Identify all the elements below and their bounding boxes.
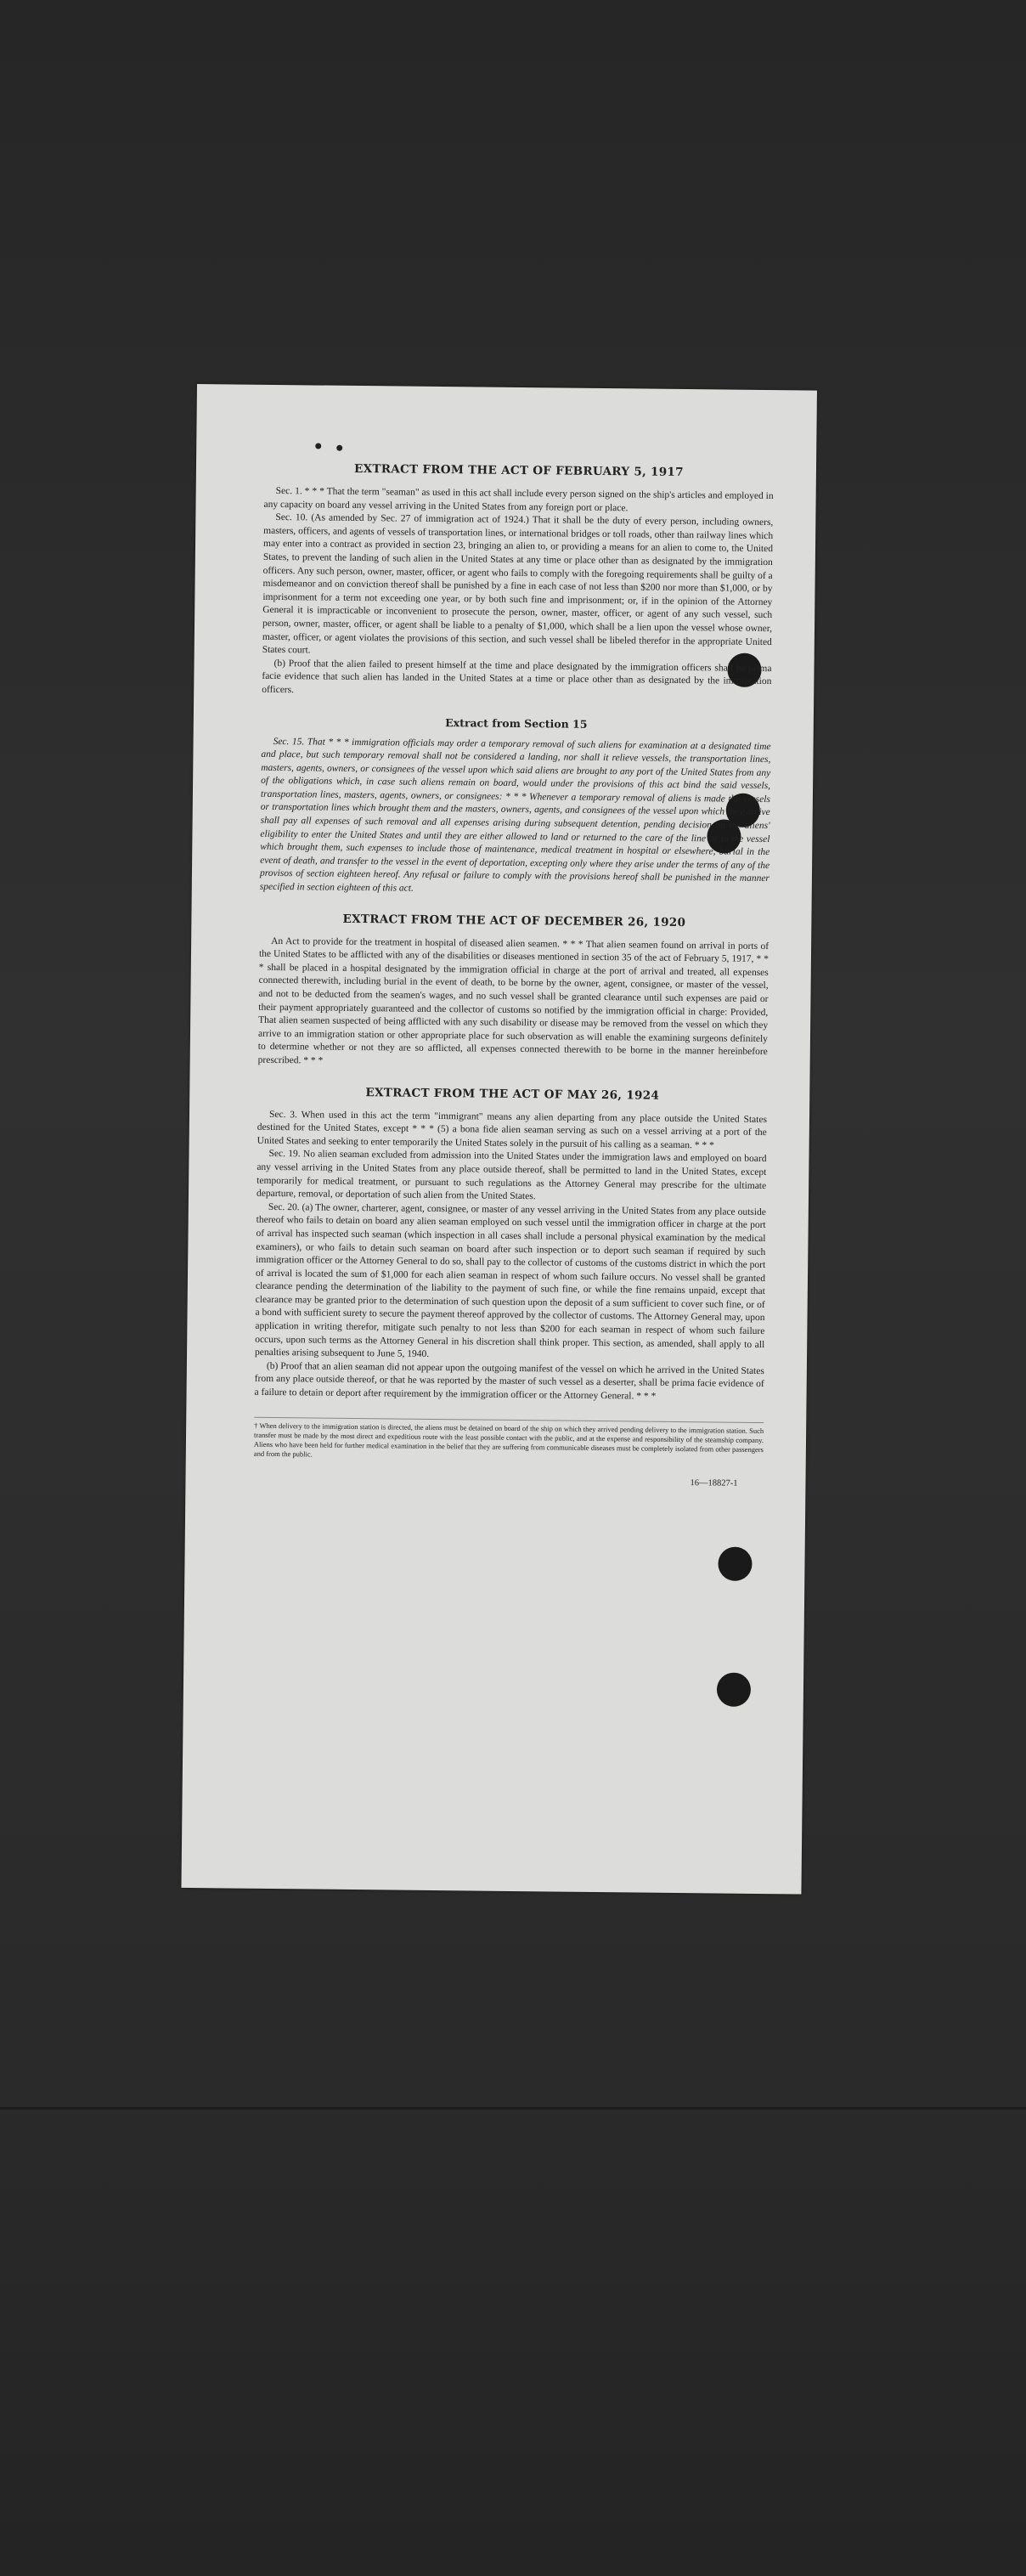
paragraph: (b) Proof that the alien failed to present himself at the time and place designated by the immigration officers shall be prima facie evidence that such alien has landed in the United States at a time or place other than as designated by the immigration officers. — [262, 658, 772, 696]
section-15-extract — [260, 714, 771, 899]
paragraph: Sec. 20. (a) The owner, charterer, agent, consignee, or master of any vessel arriving in the United States from any place outside thereof who fails to detain on board any alien seaman employed on such vessel until the immigration officer in charge at the port of arrival has inspected such seaman (which inspection in all cases shall include a personal physical examination by the medical examiners), or who fails to detain such seaman on board after such inspection or to deport such seaman if required by such immigration officer or the Attorney General to do so, shall pay to the collector of customs of the customs district in which the port of arrival is located the sum of $1,000 for each alien seaman in respect of whom such failure occurs. No vessel shall be granted clearance pending the determination of the liability to the payment of such fine, or while the fine remains unpaid, except that clearance may be granted prior to the determination of such question upon the deposit of a sum sufficient to cover such fine, or of a bond with sufficient surety to secure the payment thereof approved by the collector of customs. The Attorney General may, upon application in writing therefor, mitigate such penalty to not less than $200 for each seaman in respect of whom such failure occurs, upon such terms as the Attorney General in his discretion shall think proper. This section, as amended, shall apply to all penalties arising subsequent to June 5, 1940. — [255, 1201, 766, 1360]
paragraph: Sec. 3. When used in this act the term "immigrant" means any alien departing from any place outside the United States destined for the United States, except * * * (5) a bona fide alien seaman serving as such on a vessel arriving at a port of the United States and seeking to enter temporarily the United States solely in the pursuit of his calling as a seaman. * * * — [256, 1109, 768, 1151]
paragraph: An Act to provide for the treatment in hospital of diseased alien seamen. * * * That alien seamen found on arrival in ports of the United States to be afflicted with any of the disabilities or diseases mentioned in section 35 of the act of February 5, 1917, * * * shall be placed in a hospital designated by the immigration official in charge at the port of arrival and treated, all expenses connected therewith, including burial in the event of death, to be borne by the owner, agent, consignee, or master of the vessel, and not to be deducted from the seamen's wages, and no such vessel shall be granted clearance until such expenses are paid or their payment appropriately guaranteed and the collector of customs so notified by the immigration official in charge: Provided, That alien seamen suspected of being afflicted with any such disability or disease may be removed from the vessel on which they arrive to an immigration station or other appropriate place for such observation as will enable the examining surgeons definitely to determine whether or not they are so afflicted, all expenses connected therewith to be borne in the manner hereinbefore prescribed. * * * — [257, 935, 770, 1066]
sub-heading: Extract from Section 15 — [445, 715, 588, 731]
punch-hole — [717, 1672, 751, 1706]
paragraph: Sec. 19. No alien seaman excluded from admission into the United States under the immigration laws and employed on board any vessel arriving in the United States from any place outside thereof, shall be permitted to land in the United States, except temporarily for medical treatment, or pursuant to such regulations as the Attorney General may prescribe for the ultimate departure, removal, or deportation of such alien from the United States. — [256, 1149, 767, 1202]
speck-mark — [336, 445, 342, 451]
section-heading: EXTRACT FROM THE ACT OF DECEMBER 26, 1920 — [342, 912, 686, 929]
paragraph: Sec. 15. That * * * immigration officials may order a temporary removal of such aliens for examination at a designated time and place, but such temporary removal shall not be considered a landing, nor shall it relieve vessels, the transportation lines, masters, agents, owners, or consignees of the vessel upon which said aliens are brought to any port of the United States from any of the obligations which, in case such aliens remain on board, would under the provisions of this act bind the said vessels, transportation lines, masters, agents, owners, or consignees: * * * Whenever a temporary removal of aliens is made the vessels or transportation lines which brought them and the masters, owners, agents, and consignees of the vessel upon which they arrive shall pay all expenses of such removal and all expenses arising during subsequent detention, pending decision on the aliens' eligibility to enter the United States and until they are either allowed to land or returned to the care of the line or to the vessel which brought them, such expenses to include those of maintenance, medical treatment in hospital or elsewhere, burial in the event of death, and transfer to the vessel in the event of deportation, excepting only where they arise under the terms of any of the provisos of section eighteen hereof. Any refusal or failure to comply with the provisions hereof shall be punished in the manner specified in section eighteen of this act. — [259, 736, 771, 894]
footnote: † When delivery to the immigration station is directed, the aliens must be detained on board of the ship on which they arrived pending delivery to the immigration station. Such transfer must be made by the most direct and expeditious route with the least possible contact with the public, and at the expense and responsibility of the steamship company. Aliens who have been held for further medical examination in the belief that they are suffering from communicable diseases must be completely isolated from other passengers and from the public. — [254, 1416, 764, 1463]
scan-divider — [0, 2107, 1026, 2110]
form-code: 16—18827-1 — [690, 1477, 738, 1489]
paragraph: Sec. 10. (As amended by Sec. 27 of immigration act of 1924.) That it shall be the duty of every person, including owners, masters, officers, and agents of vessels of transportation lines, or international bridges or toll roads, other than railway lines which may enter into a contract as provided in section 23, bringing an alien to, or providing a means for an alien to come to, the United States, to prevent the landing of such alien in the United States at any time or place other than as designated by the immigration officers. Any such person, owner, master, officer, or agent who fails to comply with the foregoing requirements shall be guilty of a misdemeanor and on conviction thereof shall be punished by a fine in each case of not less than $200 nor more than $1,000, or by imprisonment for a term not exceeding one year, or by both such fine and imprisonment; or, if in the opinion of the Attorney General it is impracticable or inconvenient to prosecute the person, owner, master, officer, or agent of any such vessel, such person, owner, master, officer, or agent shall be liable to a penalty of $1,000, which shall be a lien upon the vessel whose owner, master, officer, or agent violates the provisions of this section, and such vessel shall be libeled therefor in the appropriate United States court. — [262, 512, 774, 656]
punch-hole — [718, 1547, 752, 1581]
paragraph: Sec. 1. * * * That the term "seaman" as used in this act shall include every person signed on the ship's articles and employed in any capacity on board any vessel arriving in the United States from any foreign port or place. — [263, 485, 774, 513]
document-body — [253, 461, 774, 1489]
section-act-1920 — [258, 911, 770, 1072]
speck-mark — [315, 443, 321, 449]
section-heading: EXTRACT FROM THE ACT OF FEBRUARY 5, 1917 — [353, 461, 684, 480]
section-act-1917 — [262, 461, 774, 703]
section-act-1924 — [254, 1084, 767, 1404]
section-heading: EXTRACT FROM THE ACT OF MAY 26, 1924 — [365, 1085, 660, 1103]
paragraph: (b) Proof that an alien seaman did not appear upon the outgoing manifest of the vessel on which he arrived in the United States from any place outside thereof, or that he was reported by the master of such vessel as a deserter, shall be prima facie evidence of a failure to detain or deport after requirement by the immigration officer or the Attorney General. * * * — [254, 1360, 764, 1402]
document-page — [181, 384, 816, 1895]
